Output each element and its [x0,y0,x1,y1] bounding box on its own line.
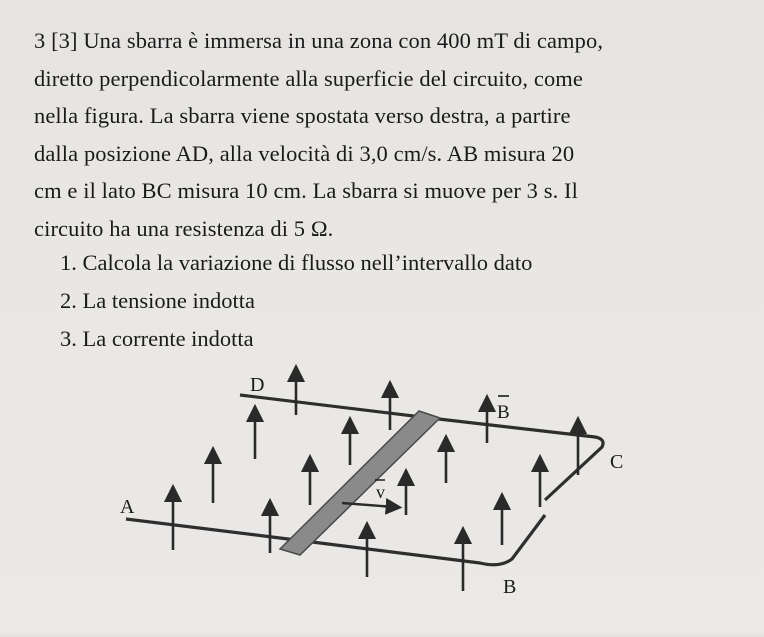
circuit-diagram [0,355,764,633]
question-item: 2. La tensione indotta [60,288,255,313]
problem-line: circuito ha una resistenza di 5 Ω. [34,215,334,241]
label-c: C [610,451,624,473]
question-item: 1. Calcola la variazione di flusso nell’intervallo dato [60,250,533,275]
label-field: B [497,402,510,423]
problem-line: cm e il lato BC misura 10 cm. La sbarra si muove per 3 s. Il [34,178,578,204]
problem-line: nella figura. La sbarra viene spostata verso destra, a partire [34,103,571,129]
label-d: D [250,374,265,396]
rail-top [240,395,603,500]
rail-bottom [126,515,545,565]
label-velocity: v [376,482,385,502]
question-list [60,244,532,358]
problem-line: diretto perpendicolarmente alla superficie del circuito, come [34,65,583,91]
label-a: A [120,496,135,518]
problem-line: dalla posizione AD, alla velocità di 3,0 cm/s. AB misura 20 [34,140,575,166]
label-b: B [503,576,517,598]
question-item: 3. La corrente indotta [60,326,254,351]
sliding-bar [280,411,440,555]
circuit-figure [0,355,764,633]
problem-line: 3 [3] Una sbarra è immersa in una zona con 400 mT di campo, [34,28,604,53]
problem-statement [34,22,764,248]
